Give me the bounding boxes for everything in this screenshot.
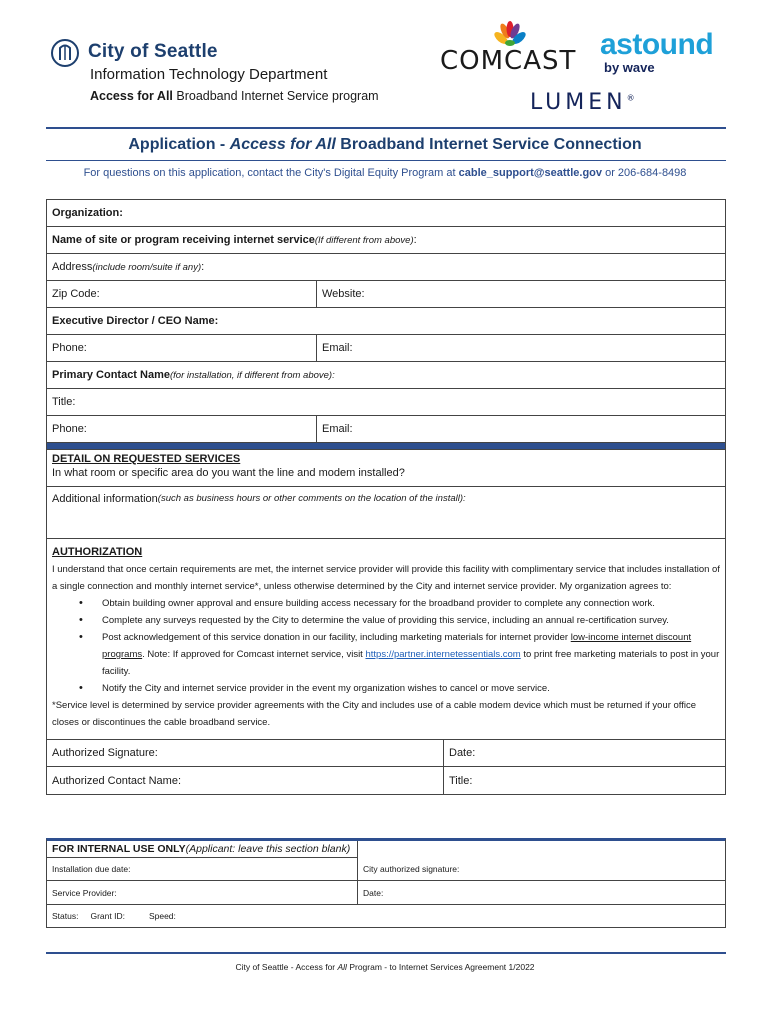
internal-date-label: Date: [363,887,384,898]
section-divider [47,443,725,450]
website-label: Website: [322,288,365,300]
additional-label: Additional information [52,493,158,505]
internal-heading [47,841,358,858]
lumen-wordmark: LUMEN [530,90,627,115]
bullet3-text-a: Post acknowledgement of this service donation in our facility, including marketing materials for internet provider [102,632,571,643]
detail-heading-row [47,450,725,467]
status-row [47,905,725,927]
primary-contact-row[interactable] [47,362,725,389]
page-header [0,0,770,125]
internal-heading-label: FOR INTERNAL USE ONLY [52,843,186,855]
contact-note [0,167,770,179]
city-sig-label: City authorized signature: [363,863,460,874]
city-seal-icon [50,38,80,68]
discount-programs-link[interactable]: low-income internet discount programs [102,632,692,660]
site-name-label: Name of site or program receiving internet service [52,234,315,246]
contact-name-field[interactable] [47,767,444,794]
zip-website-row [47,281,725,308]
astound-wordmark: astound [600,28,714,61]
program-rest: Broadband Internet Service program [172,89,379,103]
footer-italic: All [337,962,347,972]
additional-info-row[interactable] [47,487,725,539]
phone-email-row [47,335,725,362]
install-due-field[interactable] [47,857,358,880]
organization-row[interactable] [47,200,725,227]
additional-hint: (such as business hours or other comments on the location of the install): [157,493,466,504]
room-question: In what room or specific area do you want the line and modem installed? [52,467,405,479]
internet-essentials-link[interactable]: https://partner.internetessentials.com [365,649,521,660]
phone-label: Phone: [52,342,87,354]
speed-label[interactable]: Speed: [148,911,176,921]
primary-contact-hint: (for installation, if different from above): [170,369,335,381]
signature-label: Authorized Signature: [52,747,158,759]
list-item: • Obtain building owner approval and ensure building access necessary for the broadband provider to complete any connection work. [52,595,720,612]
address-label: Address [52,261,93,273]
title-row[interactable] [47,389,725,416]
status-label[interactable]: Status: [52,911,79,921]
title-italic: Access for All [229,136,336,153]
page-title [0,136,770,154]
address-colon: : [201,261,205,273]
lumen-logo [530,90,635,115]
email-label: Email: [322,342,353,354]
signature-field[interactable] [47,740,444,766]
department-name: Information Technology Department [90,66,328,83]
contact-phone-email-row [47,416,725,443]
internal-row [47,857,725,881]
list-item: • Complete any surveys requested by the City to determine the value of providing this service, including an annual re-certification survey. [52,612,720,629]
city-sig-field[interactable] [358,857,459,880]
detail-heading: DETAIL ON REQUESTED SERVICES [52,452,241,465]
contact-email-field[interactable] [317,416,353,442]
page-footer [0,962,770,972]
contact-phone-label: Phone: [52,423,87,435]
astound-sub: by wave [604,60,655,75]
comcast-wordmark: COMCAST [440,46,577,76]
internal-row [47,881,725,905]
contact-name-label: Authorized Contact Name: [52,774,182,787]
site-name-hint: (If different from above) [314,234,414,246]
header-rule [46,127,726,129]
title-prefix: Application - [128,136,230,153]
signature-row [47,740,725,767]
bullet3-text-c: to print free marketing materials to post in your facility. [102,649,720,677]
authorization-intro: I understand that once certain requirements are met, the internet service provider will provide this facility with complimentary service that includes installation of a single connection and monthly internet service*, unless otherwise determined by the City and internet service provider. My organization agrees to: [52,564,720,592]
program-bold: Access for All [90,89,173,103]
website-field[interactable] [317,281,365,307]
contact-email: cable_support@seattle.gov [458,167,603,179]
lumen-registered-mark: ® [626,93,635,103]
signature-date-label: Date: [449,747,476,759]
site-name-row[interactable] [47,227,725,254]
director-label: Executive Director / CEO Name: [52,315,219,327]
contact-title-field[interactable] [444,767,472,794]
signature-date-field[interactable] [444,740,475,766]
primary-contact-label: Primary Contact Name [52,369,170,381]
contact-email-label: Email: [322,423,353,435]
contact-title-label: Title: [449,774,473,787]
internal-grid [47,857,725,927]
phone-field[interactable] [47,335,317,361]
contact-note-text: For questions on this application, contact the City's Digital Equity Program at [83,167,459,179]
site-name-colon: : [413,234,417,246]
authorization-heading: AUTHORIZATION [52,546,143,558]
provider-label: Service Provider: [52,887,117,898]
title-label: Title: [52,396,76,408]
internal-heading-hint: (Applicant: leave this section blank) [185,843,351,855]
internal-date-field[interactable] [358,881,383,904]
authorization-footnote: *Service level is determined by service provider agreements with the City and includes use of a cable modem device which must be returned if your office closes or discontinues the cable broadband service. [52,700,697,728]
authorization-list [52,595,720,697]
provider-field[interactable] [47,881,358,904]
footer-text-a: City of Seattle - Access for [235,962,338,972]
title-suffix: Broadband Internet Service Connection [335,136,642,153]
zip-label: Zip Code: [52,288,100,300]
title-rule [46,160,726,161]
internal-use-section [46,838,726,928]
room-question-row[interactable] [47,467,725,487]
footer-text-b: Program - to Internet Services Agreement 1/2022 [346,962,535,972]
grant-label[interactable]: Grant ID: [90,911,125,921]
install-due-label: Installation due date: [52,863,131,874]
list-item: • Notify the City and internet service provider in the event my organization wishes to cancel or move service. [52,680,720,697]
email-field[interactable] [317,335,353,361]
astound-logo [600,30,713,75]
program-name [90,89,379,103]
peacock-icon [492,20,528,48]
address-hint: (include room/suite if any) [92,261,202,273]
organization-label: Organization: [52,207,123,219]
bullet3-text-b: . Note: If approved for Comcast internet service, visit [142,649,366,660]
contact-name-row [47,767,725,794]
city-name: City of Seattle [88,41,218,62]
list-item [52,629,720,680]
contact-phone-field[interactable] [47,416,317,442]
zip-field[interactable] [47,281,317,307]
comcast-logo [440,20,582,80]
address-row[interactable] [47,254,725,281]
application-form [46,199,726,795]
contact-phone: or 206-684-8498 [602,167,687,179]
footer-rule [46,952,726,954]
authorization-section [47,539,725,740]
director-row[interactable] [47,308,725,335]
